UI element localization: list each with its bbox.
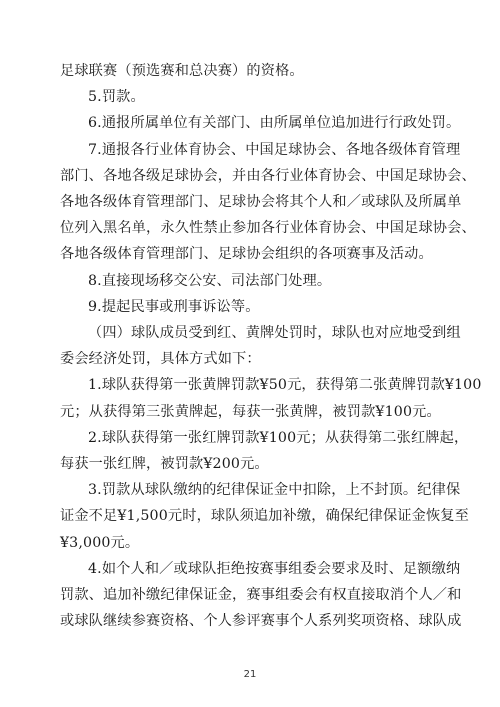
text-line: 4.如个人和／或球队拒绝按赛事组委会要求及时、足额缴纳 (88, 560, 461, 577)
text-line: 委会经济处罚，具体方式如下： (60, 351, 261, 368)
text-line: 各地各级体育管理部门、足球协会将其个人和／或球队及所属单 (60, 194, 462, 210)
text-line: 足球联赛（预选赛和总决赛）的资格。 (60, 63, 304, 79)
text-line: 部门、各地各级足球协会，并由各行业体育协会、中国足球协会、 (60, 167, 476, 184)
text-line: 位列入黑名单，永久性禁止参加各行业体育协会、中国足球协会、 (60, 220, 476, 237)
text-line: 6.通报所属单位有关部门、由所属单位追加进行行政处罚。 (88, 115, 461, 132)
text-line: 每获一张红牌，被罚款¥200元。 (60, 456, 269, 472)
text-line: 8.直接现场移交公安、司法部门处理。 (88, 272, 332, 289)
text-line: 2.球队获得第一张红牌罚款¥100元；从获得第二张红牌起， (88, 429, 469, 446)
text-line: 9.提起民事或刑事诉讼等。 (88, 298, 260, 315)
text-line: 罚款、追加补缴纪律保证金，赛事组委会有权直接取消个人／和 (60, 587, 462, 603)
text-line: 3.罚款从球队缴纳的纪律保证金中扣除，上不封顶。纪律保 (88, 482, 461, 499)
text-line: 或球队继续参赛资格、个人参评赛事个人系列奖项资格、球队成 (60, 613, 462, 630)
text-line: 7.通报各行业体育协会、中国足球协会、各地各级体育管理 (88, 141, 461, 158)
text-line: ¥3,000元。 (60, 534, 140, 551)
text-line: 元；从获得第三张黄牌起，每获一张黄牌，被罚款¥100元。 (60, 403, 441, 420)
text-line: 5.罚款。 (88, 89, 145, 106)
text-line: 1.球队获得第一张黄牌罚款¥50元，获得第二张黄牌罚款¥100 (88, 377, 482, 394)
text-line: （四）球队成员受到红、黄牌处罚时，球队也对应地受到组 (88, 325, 461, 341)
text-line: 各地各级体育管理部门、足球协会组织的各项赛事及活动。 (60, 246, 433, 263)
page-number: 21 (243, 669, 257, 680)
text-line: 证金不足¥1,500元时，球队须追加补缴，确保纪律保证金恢复至 (60, 508, 469, 525)
